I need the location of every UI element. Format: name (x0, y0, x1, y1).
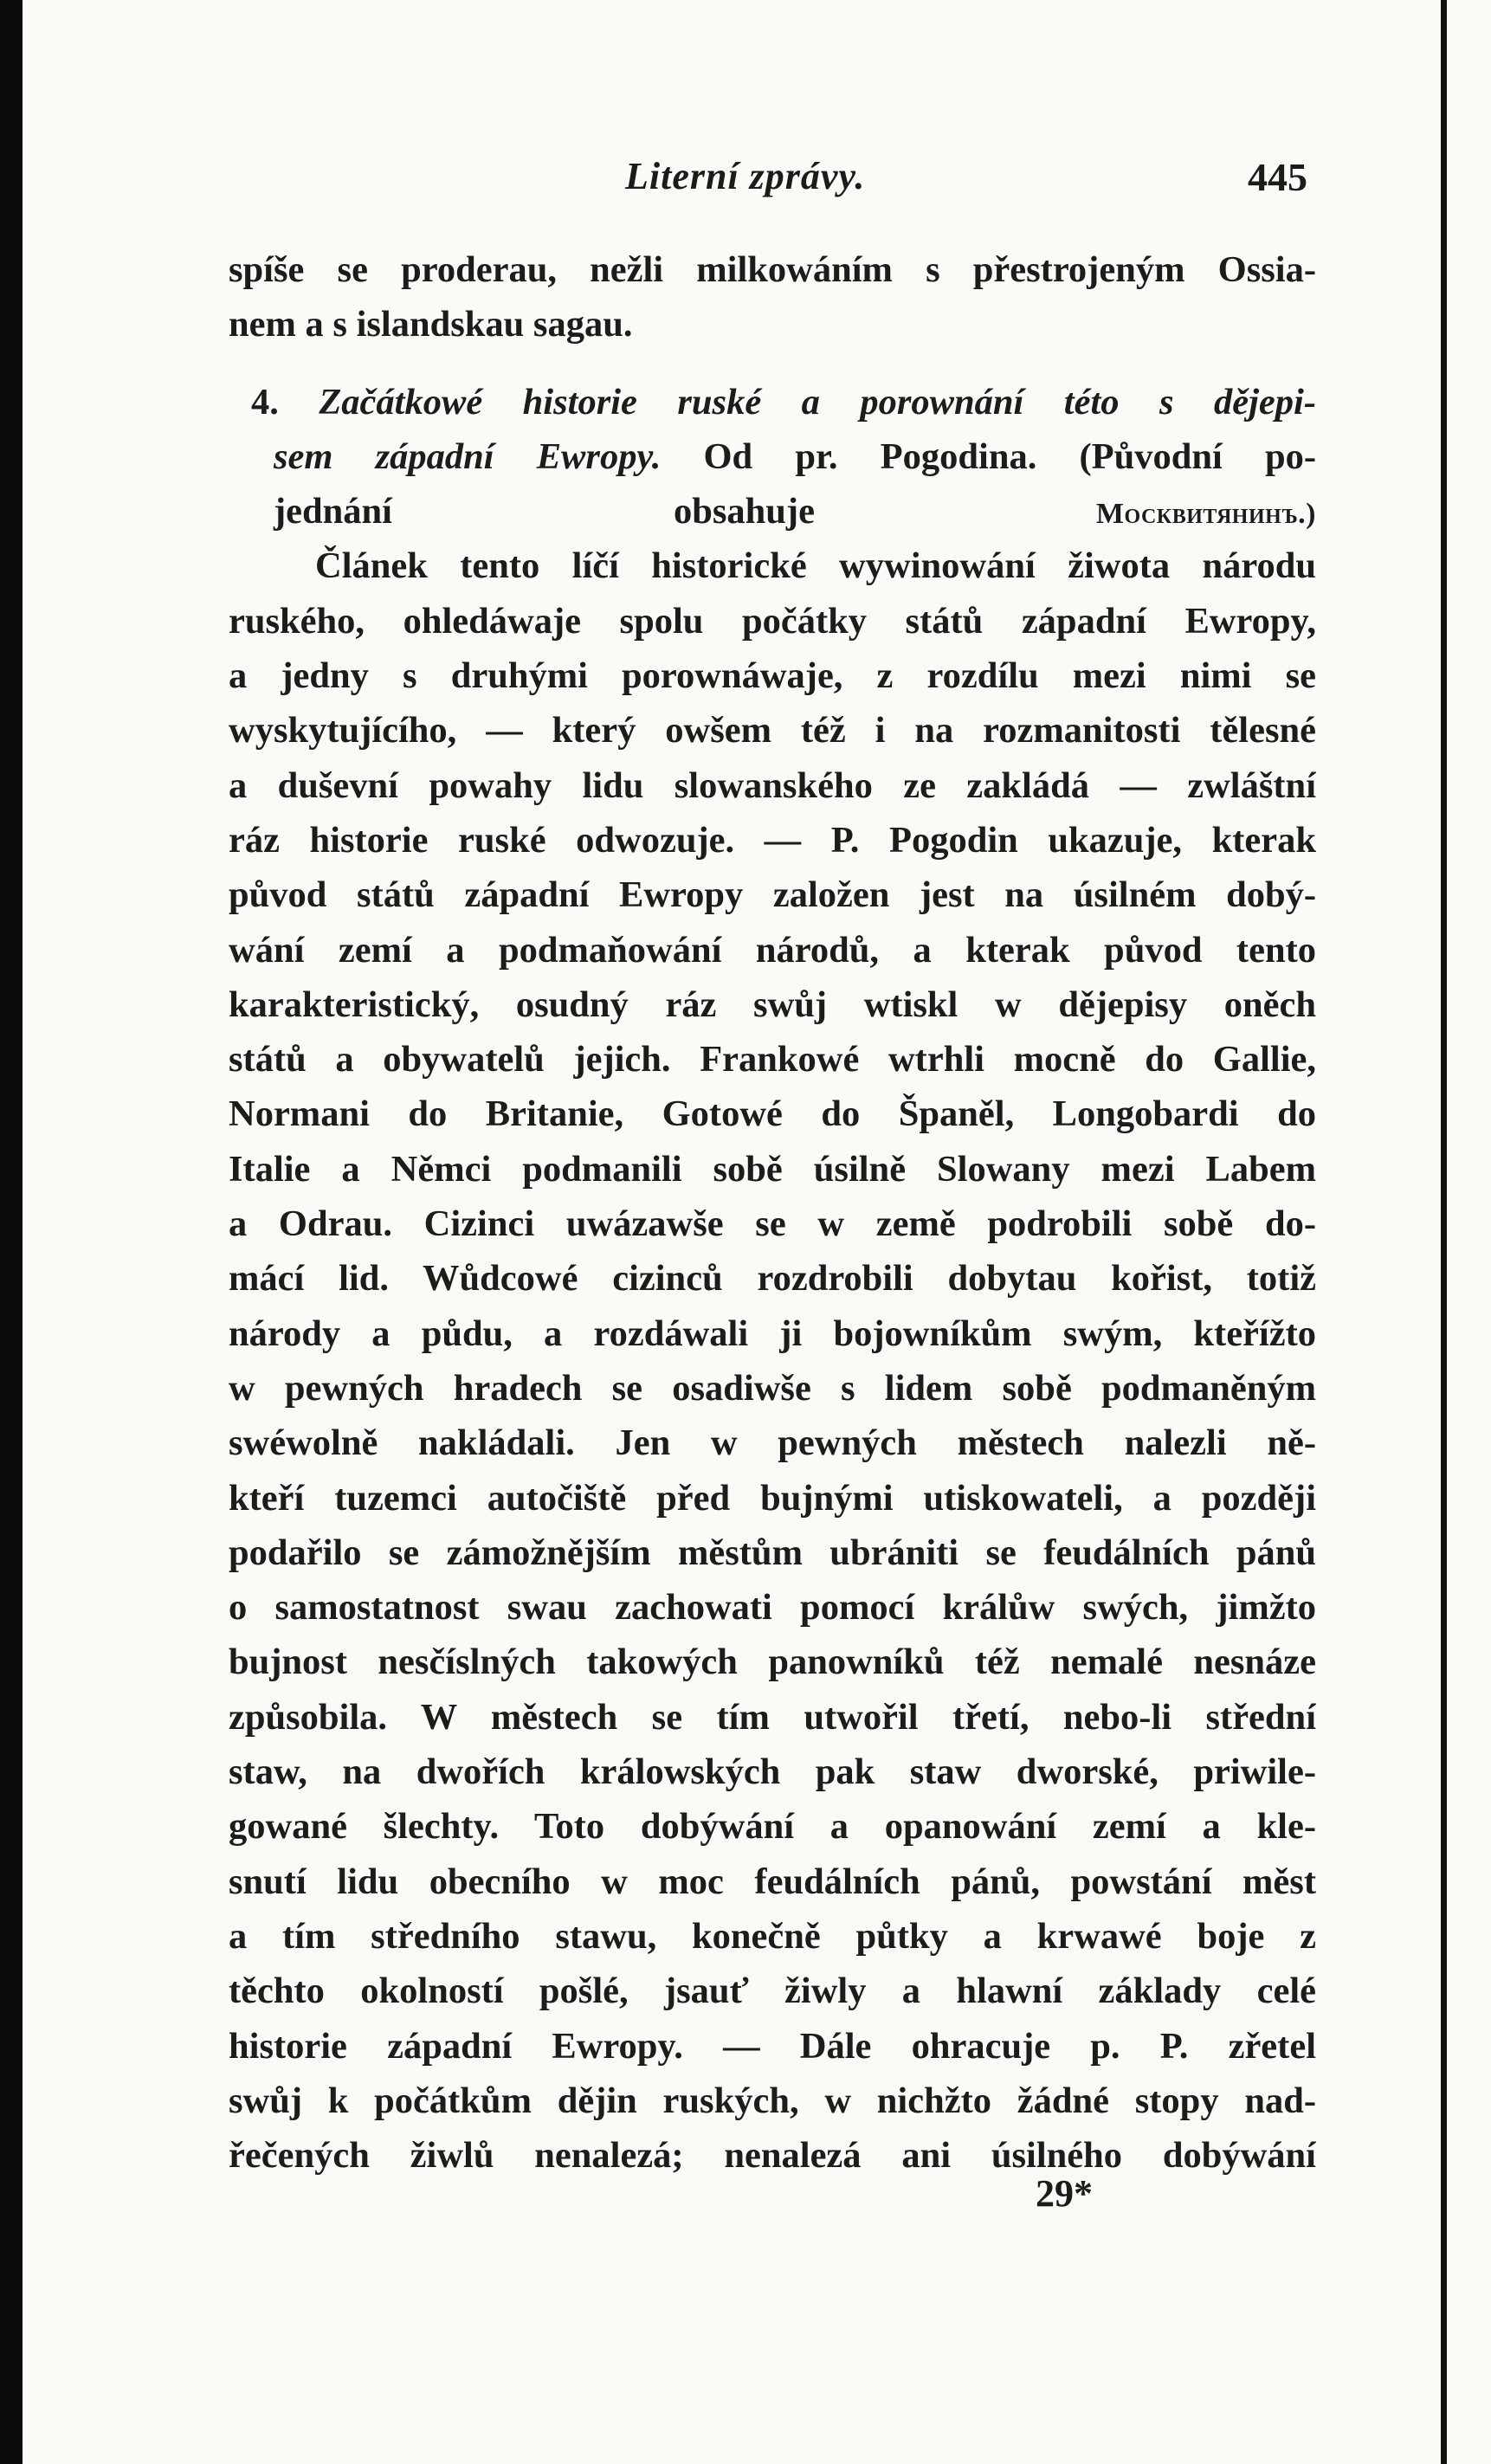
text-line: wyskytujícího, — který owšem též i na rozmanitosti tělesné (229, 710, 1316, 751)
text-line: Normani do Britanie, Gotowé do Španěl, Longobardi do (229, 1093, 1316, 1135)
text-line: o samostatnost swau zachowati pomocí králůw swých, jimžto (229, 1587, 1316, 1629)
text-line: a tím středního stawu, konečně půtky a krwawé boje z (229, 1915, 1316, 1957)
section-title-part2: sem západní Ewropy. (274, 435, 662, 477)
running-head: Literní zprávy. (625, 155, 866, 197)
text-line: historie západní Ewropy. — Dále ohracuje p. P. zřetel (229, 2025, 1316, 2067)
text-line: ráz historie ruské odwozuje. — P. Pogodin ukazuje, kterak (229, 819, 1316, 861)
text-line: swéwolně nakládali. Jen w pewných městech nalezli ně- (229, 1422, 1316, 1464)
section-source-label: jednání obsahuje (274, 491, 815, 532)
text-line: národy a půdu, a rozdáwali ji bojowníkům swým, kteřížto (229, 1313, 1316, 1354)
text-line: a jedny s druhými porownáwaje, z rozdílu mezi nimi se (229, 655, 1316, 697)
text-line: kteří tuzemci autočiště před bujnými utiskowateli, a později (229, 1477, 1316, 1519)
text-line: karakteristický, osudný ráz swůj wtiskl w dějepisy oněch (229, 984, 1316, 1025)
text-line: a duševní powahy lidu slowanského ze zakládá — zwláštní (229, 764, 1316, 806)
text-line: podařilo se zámožnějším městům ubrániti se feudálních pánů (229, 1532, 1316, 1573)
text-line: gowané šlechty. Toto dobýwání a opanowání zemí a kle- (229, 1806, 1316, 1848)
text-line: původ států západní Ewropy založen jest na úsilném dobý- (229, 874, 1316, 916)
section-heading-line-3 (229, 484, 1316, 539)
text-line: těchto okolností pošlé, jsauť žiwly a hlawní základy celé (229, 1971, 1316, 2012)
text-line: států a obywatelů jejich. Frankowé wtrhli mocně do Gallie, (229, 1039, 1316, 1080)
text-line: řečených žiwlů nenalezá; nenalezá ani úsilného dobýwání (229, 2135, 1316, 2177)
body-text (229, 242, 1316, 2183)
page-right-edge (1441, 0, 1491, 2464)
page-number: 445 (1248, 155, 1307, 199)
text-line: staw, na dwořích králowských pak staw dworské, priwile- (229, 1751, 1316, 1793)
text-line: ruského, ohledáwaje spolu počátky států západní Ewropy, (229, 600, 1316, 642)
text-line: spíše se proderau, nežli milkowáním s přestrojeným Ossia- (229, 249, 1316, 290)
text-line: swůj k počátkům dějin ruských, w nichžto žádné stopy nad- (229, 2080, 1316, 2121)
text-line: nem a s islandskau sagau. (229, 304, 633, 345)
section-number: 4. (251, 381, 279, 422)
text-line: wání zemí a podmaňowání národů, a kterak původ tento (229, 929, 1316, 971)
text-line: Italie a Němci podmanili sobě úsilně Slowany mezi Labem (229, 1148, 1316, 1190)
text-line: a Odrau. Cizinci uwázawše se w země podrobili sobě do- (229, 1203, 1316, 1245)
signature-mark: 29* (1036, 2172, 1093, 2215)
spacer (229, 352, 1316, 375)
scan-left-edge (0, 0, 23, 2464)
text-line: způsobila. W městech se tím utwořil třetí, nebo-li střední (229, 1696, 1316, 1738)
page-header (208, 154, 1316, 223)
section-heading-line-2 (229, 429, 1316, 484)
section-heading-line-1 (229, 375, 1316, 429)
paragraph-first-line: Článek tento líčí historické wywinowání žiwota národu (315, 545, 1316, 587)
text-line: bujnost nesčíslných takowých panowníků též nemalé nesnáze (229, 1642, 1316, 1683)
section-title-part1: Začátkowé historie ruské a porownání této s dějepi- (319, 381, 1316, 422)
text-line: w pewných hradech se osadiwše s lidem sobě podmaněným (229, 1367, 1316, 1409)
section-source-title: Москвитянинъ.) (1095, 498, 1316, 531)
section-author: Od pr. Pogodina. (Původní po- (703, 435, 1316, 477)
text-line: mácí lid. Wůdcowé cizinců rozdrobili dobytau kořist, totiž (229, 1258, 1316, 1300)
text-line: snutí lidu obecního w moc feudálních pánů, powstání měst (229, 1861, 1316, 1902)
